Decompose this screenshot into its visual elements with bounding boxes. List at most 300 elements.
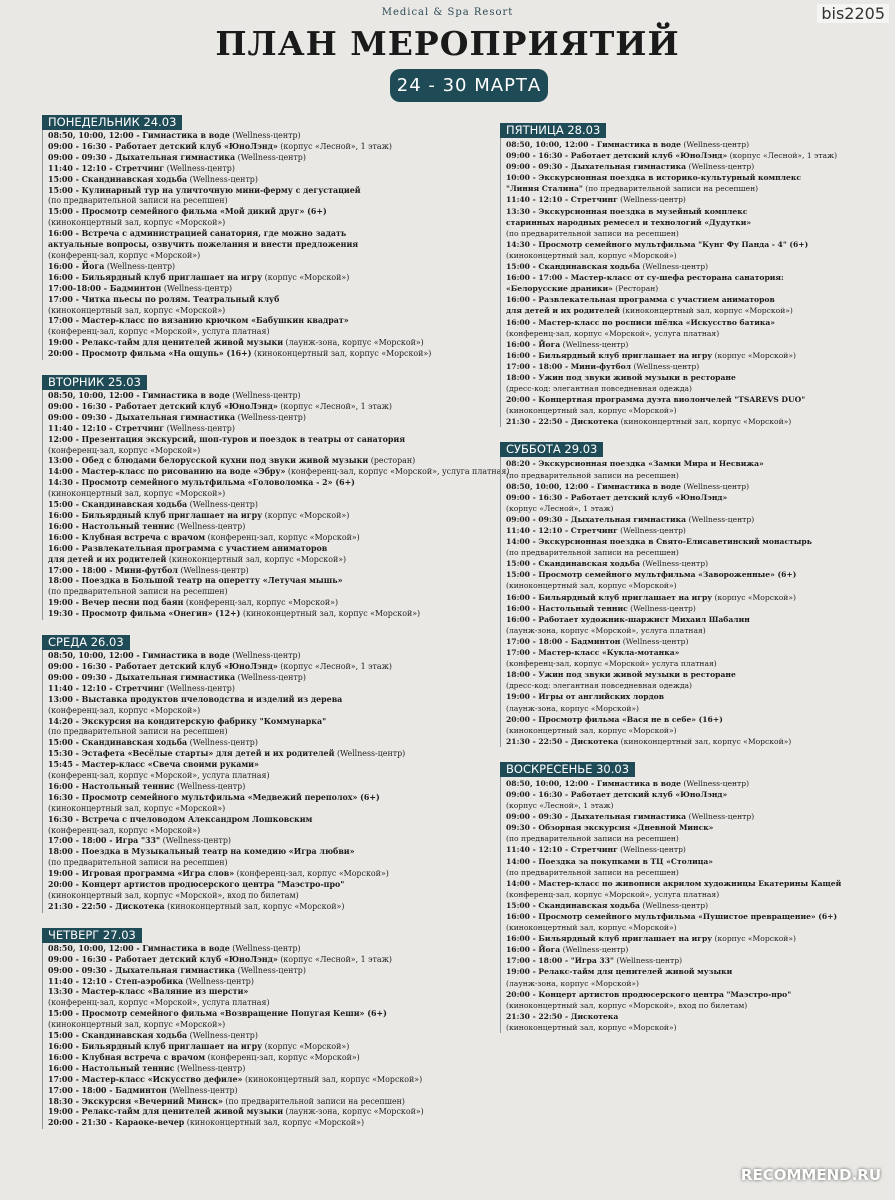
event-title: 16:00 - Развлекательная программа с участием аниматоров [48,543,328,553]
event-location: (ресторан) [368,456,416,466]
event-title: 09:00 - 16:30 - Работает детский клуб «ЮноЛэнд» [506,492,728,502]
event-location: (конференц-зал, корпус «Морской», услуга платная) [48,771,270,781]
event-line [48,1020,476,1031]
event-line [506,416,872,427]
event-line [48,738,476,749]
event-title: 10:00 - Экскурсионная поездка в историко-культурный комплекс [506,173,801,183]
event-location: (киноконцертный зал, корпус «Морской») [48,218,226,228]
event-line [48,467,510,478]
event-title: старинных народных ремесел и технологий «Дудутки» [506,217,752,227]
event-location: (Wellness-центр) [229,651,301,661]
event-title: 17:00-18:00 - Бадминтон [48,283,162,293]
event-line [506,603,872,614]
event-title: 17:00 - 18:00 - Бадминтон [48,1085,167,1095]
event-location: (Wellness-центр) [235,672,306,682]
resort-logo [0,0,895,22]
event-title: 21:30 - 22:50 - Дискотека [506,736,619,746]
event-line [506,470,872,481]
event-title: 13:30 - Мастер-класс «Валяние из шерсти» [48,987,249,997]
event-title: 14:30 - Просмотр семейного мультфильма "Кунг Фу Панда - 4" (6+) [506,239,809,249]
watermark-username: bis2205 [817,4,889,23]
event-title: 15:00 - Скандинавская ходьба [48,1031,188,1041]
event-location: (киноконцертный зал, корпус «Морской») [166,554,347,564]
event-title: "Линия Сталина" [506,184,583,194]
event-title: 16:00 - Развлекательная программа с участием аниматоров [506,295,775,305]
event-title: 15:00 - Скандинавская ходьба [48,738,188,748]
event-location: (корпус «Лесной», 1 этаж) [506,503,614,513]
event-title: 15:00 - Скандинавская ходьба [506,900,640,910]
event-line [48,760,476,771]
event-line [506,525,872,536]
event-line [506,503,872,514]
event-location: (конференц-зал, корпус «Морской», услуга платная) [48,998,270,1008]
event-location: (конференц-зал, корпус «Морской») [183,598,339,608]
right-column [500,119,872,1044]
event-location: (Wellness-центр) [235,152,306,162]
event-list [500,138,872,427]
event-location: (Wellness-центр) [174,781,246,791]
event-title: 19:00 - Игры от английских лордов [506,692,664,702]
event-location: (киноконцертный зал, корпус «Морской») [48,305,226,315]
event-location: (киноконцертный зал, корпус «Морской») [506,725,677,735]
event-title: 12:00 - Презентация экскурсий, шоп-туров и поездок в театры от санатория [48,434,406,444]
event-title: 11:40 - 12:10 - Стретчинг [48,683,165,693]
event-location: (Wellness-центр) [639,900,709,910]
event-line [48,424,476,435]
event-title: 19:00 - Релакс-тайм для ценителей живой музыки [48,1107,284,1117]
event-line [48,771,476,782]
event-location: (Wellness-центр) [164,423,235,433]
day-heading: ЧЕТВЕРГ 27.03 [42,928,142,943]
event-title: 09:00 - 09:30 - Дыхательная гимнастика [48,965,236,975]
event-title: 08:50, 10:00, 12:00 - Гимнастика в воде [506,140,681,149]
event-title: 16:00 - Бильярдный клуб приглашает на игру [48,272,263,282]
event-title: 15:00 - Скандинавская ходьба [48,500,188,510]
event-title: 17:00 - 18:00 - Игра "33" [48,836,161,846]
event-line [506,239,872,250]
event-title: 16:00 - Настольный теннис [48,781,175,791]
event-title: 08:50, 10:00, 12:00 - Гимнастика в воде [506,778,681,788]
event-line [506,811,872,822]
event-location: (конференц-зал, корпус «Морской») [205,1052,360,1062]
event-line [48,858,476,869]
event-location: (Wellness-центр) [229,943,301,953]
day-heading: ПЯТНИЦА 28.03 [500,123,606,138]
day-block [500,119,872,427]
event-line [48,815,476,826]
event-title: 15:00 - Просмотр семейного фильма «Мой дикий друг» (6+) [48,207,327,217]
event-line [506,317,872,328]
event-title: 11:40 - 12:10 - Стретчинг [48,163,165,173]
event-title: «Белорусские драники» [506,284,613,294]
event-line [506,691,872,702]
event-line [48,1075,476,1086]
event-location: (Wellness-центр) [620,636,689,646]
event-line [506,569,872,580]
event-location: (киноконцертный зал, корпус «Морской») [184,1118,365,1128]
event-line [506,669,872,680]
event-title: 16:00 - Бильярдный клуб приглашает на игру [506,934,713,944]
event-title: 18:00 - Поездка в Музыкальный театр на комедию «Игра любви» [48,847,355,857]
event-title: 21:30 - 22:50 - Дискотека [48,901,165,911]
event-line [48,284,476,295]
event-location: (Wellness-центр) [617,526,686,535]
event-title: 17:00 - 18:00 - Бадминтон [506,636,621,646]
event-title: 09:00 - 09:30 - Дыхательная гимнастика [48,412,236,422]
event-title: 17:00 - Читка пьесы по ролям. Театральный клуб [48,294,280,304]
event-line [506,536,872,547]
event-title: для детей и их родителей [48,554,167,564]
event-line [506,922,872,933]
event-title: 09:00 - 16:30 - Работает детский клуб «ЮноЛэнд» [506,151,728,161]
event-line [48,240,476,251]
event-title: 14:00 - Поездка за покупками в ТЦ «Столица» [506,856,713,866]
event-line [506,372,872,383]
event-line [48,196,476,207]
event-line [48,164,476,175]
event-title: 11:40 - 12:10 - Стретчинг [506,195,618,205]
event-title: 16:00 - Бильярдный клуб приглашает на игру [48,511,263,520]
day-block [36,371,510,620]
event-location: (киноконцертный зал, корпус «Морской») [506,406,677,416]
event-line [506,481,872,492]
event-location: (лаунж-зона, корпус «Морской») [283,338,424,348]
event-line [48,706,476,717]
day-heading: СРЕДА 26.03 [42,635,130,650]
event-line [506,800,872,811]
event-location: (дресс-код: элегантная повседневная одежда) [506,681,693,691]
event-title: 20:00 - Просмотр фильма «На ощупь» (16+) [48,349,252,359]
event-line [48,306,476,317]
event-line [506,955,872,966]
event-line [48,587,476,598]
event-list [42,390,510,620]
event-title: 18:00 - Поездка в Большой театр на оперетту «Летучая мышь» [48,576,343,586]
event-title: 17:00 - Мастер-класс по вязанию крючком «Бабушкин квадрат» [48,316,349,326]
event-title: 15:00 - Скандинавская ходьба [506,559,640,569]
event-title: 13:00 - Обед с блюдами белорусской кухни под звуки живой музыки [48,456,369,466]
event-title: 14:00 - Мастер-класс по живописи акрилом художницы Екатерины Кащей [506,878,842,888]
event-line [506,703,872,714]
event-list [42,943,476,1129]
event-location: (Wellness-центр) [627,603,696,613]
event-line [48,1031,476,1042]
event-title: 17:00 - 18:00 - Мини-футбол [48,565,178,575]
event-line [48,1009,476,1020]
event-title: 09:00 - 09:30 - Дыхательная гимнастика [506,514,687,524]
event-title: 16:00 - Клубная встреча с врачом [48,1052,206,1062]
event-title: 18:00 - Ужин под звуки живой музыки в ресторане [506,670,736,680]
event-line [506,283,872,294]
event-line [48,500,476,511]
event-title: 13:30 - Экскурсионная поездка в музейный комплекс [506,206,748,216]
event-title: 18:00 - Ужин под звуки живой музыки в ресторане [506,372,736,382]
event-title: 19:30 - Просмотр фильма «Онегин» (12+) [48,609,241,619]
day-heading: ВОСКРЕСЕНЬЕ 30.03 [500,762,635,777]
event-line [48,673,476,684]
logo-text: Medical & Spa Resort [381,7,514,18]
event-line [506,394,872,405]
event-line [506,1011,872,1022]
event-title: 19:00 - Релакс-тайм для ценителей живой музыки [48,338,284,348]
event-title: 11:40 - 12:10 - Степ-аэробика [48,976,184,986]
event-location: (Wellness-центр) [174,521,246,531]
event-line [506,989,872,1000]
event-location: (лаунж-зона, корпус «Морской», услуга платная) [506,625,706,635]
event-line [48,186,476,197]
event-list [42,650,476,913]
event-title: 19:00 - Игровая программа «Игра слов» [48,869,235,879]
event-location: (конференц-зал, корпус «Морской», услуга платная) [506,328,720,338]
event-location: (конференц-зал, корпус «Морской», услуга платная) [48,327,270,337]
event-title: 09:00 - 16:30 - Работает детский клуб «ЮноЛэнд» [48,661,278,671]
event-title: 19:00 - Вечер песни под баян [48,598,184,608]
event-line [506,217,872,228]
event-title: 17:00 - 18:00 - "Игра 33" [506,956,614,966]
event-location: (конференц-зал, корпус «Морской», услуга платная) [506,889,720,899]
event-location: (по предварительной записи на ресепшен) [48,858,228,868]
event-line [48,511,476,522]
event-location: (киноконцертный зал, корпус «Морской») [618,417,792,427]
event-line [506,383,872,394]
event-line [48,1097,476,1108]
page-title: ПЛАН МЕРОПРИЯТИЙ [215,24,680,63]
event-line [506,680,872,691]
event-location: (киноконцертный зал, корпус «Морской») [506,923,677,933]
day-heading: ПОНЕДЕЛЬНИК 24.03 [42,115,182,130]
event-line [48,522,476,533]
event-title: для детей и их родителей [506,306,620,316]
event-location: (киноконцертный зал, корпус «Морской») [48,803,226,813]
event-location: (киноконцертный зал, корпус «Морской») [242,1074,423,1084]
event-location: (корпус «Морской») [712,592,796,602]
event-line [506,614,872,625]
event-location: (корпус «Лесной», 1 этаж) [727,151,838,161]
event-line [48,684,476,695]
event-location: (Wellness-центр) [680,778,750,788]
event-location: (киноконцертный зал, корпус «Морской») [48,1020,226,1030]
event-line [48,207,476,218]
event-line [48,1042,476,1053]
event-title: 09:00 - 16:30 - Работает детский клуб «ЮноЛэнд» [48,954,278,964]
event-location: (лаунж-зона, корпус «Морской») [506,978,639,988]
event-title: 08:50, 10:00, 12:00 - Гимнастика в воде [48,131,230,140]
event-line [48,435,476,446]
event-title: 15:00 - Скандинавская ходьба [48,174,188,184]
event-title: 15:45 - Мастер-класс «Свеча своими руками» [48,760,259,770]
event-line [48,782,476,793]
event-line [48,826,476,837]
event-line [506,183,872,194]
event-line [506,514,872,525]
event-location: (Wellness-центр) [680,140,750,149]
event-title: 19:00 - Релакс-тайм для ценителей живой музыки [506,967,733,977]
event-location: (дресс-код: элегантная повседневная одежда) [506,384,693,394]
event-line [48,902,476,913]
event-location: (Wellness-центр) [613,956,683,966]
day-heading: ВТОРНИК 25.03 [42,375,147,390]
event-title: 08:50, 10:00, 12:00 - Гимнастика в воде [506,481,681,491]
event-location: (по предварительной записи на ресепшен) [582,184,759,194]
event-line [506,647,872,658]
event-line [48,727,476,738]
event-line [48,316,476,327]
event-line [506,339,872,350]
event-location: (Wellness-центр) [639,262,709,272]
event-line [48,1064,476,1075]
event-location: (корпус «Морской») [712,350,796,360]
event-location: (по предварительной записи на ресепшен) [48,727,228,737]
event-location: (Ресторан) [612,284,659,294]
event-line [506,878,872,889]
day-block [36,111,476,360]
event-line [48,1086,476,1097]
event-location: (Wellness-центр) [187,500,258,510]
event-line [48,662,476,673]
event-location: (корпус «Лесной», 1 этаж) [277,954,392,964]
event-line [48,533,476,544]
event-title: 17:00 - Мастер-класс «Кукла-мотанка» [506,648,680,658]
event-location: (Wellness-центр) [177,565,249,575]
event-location: (Wellness-центр) [183,976,254,986]
event-location: (киноконцертный зал, корпус «Морской») [618,736,792,746]
event-location: (корпус «Лесной», 1 этаж) [277,401,392,411]
event-line [48,749,476,760]
event-location: (Wellness-центр) [164,683,235,693]
event-location: (корпус «Морской») [262,1041,350,1051]
event-line [506,328,872,339]
event-title: 09:00 - 09:30 - Дыхательная гимнастика [506,812,687,822]
event-line [48,987,476,998]
event-location: (конференц-зал, корпус «Морской») [48,705,201,715]
event-title: 20:00 - Концерт артистов продюсерского центра "Маэстро-про" [506,989,792,999]
event-title: 09:00 - 16:30 - Работает детский клуб «ЮноЛэнд» [506,789,728,799]
event-title: 16:00 - Работает художник-шаржист Михаил Шабалин [506,614,750,624]
event-title: 14:00 - Экскурсионная поездка в Свято-Елисаветинский монастырь [506,537,812,547]
event-line [506,558,872,569]
event-line [506,822,872,833]
event-location: (по предварительной записи на ресепшен) [506,867,679,877]
event-title: 16:00 - Настольный теннис [48,1063,175,1073]
event-line [506,978,872,989]
event-list [500,457,872,746]
event-location: (лаунж-зона, корпус «Морской») [283,1107,424,1117]
event-location: (киноконцертный зал, корпус «Морской») [506,250,677,260]
event-location: (корпус «Морской») [262,272,350,282]
event-line [48,966,476,977]
event-line [48,576,476,587]
event-line [48,880,476,891]
day-block [36,924,476,1129]
event-line [48,544,476,555]
event-location: (Wellness-центр) [235,965,306,975]
event-title: актуальные вопросы, озвучить пожелания и внести предложения [48,240,359,250]
day-block [36,631,476,913]
event-location: (конференц-зал, корпус «Морской») [234,869,389,879]
event-line [506,272,872,283]
event-location: (киноконцертный зал, корпус «Морской») [506,581,677,591]
event-location: (корпус «Лесной», 1 этаж) [277,661,392,671]
event-title: 09:00 - 09:30 - Дыхательная гимнастика [506,162,687,172]
event-title: 15:00 - Скандинавская ходьба [506,262,640,272]
event-location: (корпус «Морской») [712,934,796,944]
event-title: 13:00 - Выставка продуктов пчеловодства и изделий из дерева [48,694,343,704]
event-title: 11:40 - 12:10 - Стретчинг [506,526,618,535]
event-title: 20:00 - Концертная программа дуэта виолончелей "TSAREVS DUO" [506,395,806,405]
event-line [506,294,872,305]
event-line [48,793,476,804]
event-location: (по предварительной записи на ресепшен) [506,548,679,558]
event-list [42,130,476,360]
event-location: (Wellness-центр) [617,195,686,205]
event-line [48,651,476,662]
event-line [48,1118,476,1129]
event-line [48,175,476,186]
event-location: (Wellness-центр) [631,361,700,371]
event-line [48,456,476,467]
event-title: 15:30 - Эстафета «Весёлые старты» для детей и их родителей [48,749,335,759]
event-line [506,625,872,636]
event-title: 08:20 - Экскурсионная поездка «Замки Мира и Несвижа» [506,459,764,469]
event-list [500,777,872,1033]
event-title: 15:00 - Просмотр семейного мультфильма «Завороженные» (6+) [506,570,797,580]
event-line [48,153,476,164]
event-line [506,1000,872,1011]
event-location: (киноконцертный зал, корпус «Морской») [251,349,432,359]
event-location: (киноконцертный зал, корпус «Морской») [48,489,226,499]
event-title: 11:40 - 12:10 - Стретчинг [506,845,618,855]
event-line [506,250,872,261]
event-line [506,228,872,239]
event-line [48,391,476,402]
event-line [48,327,476,338]
event-location: (Wellness-центр) [560,945,629,955]
event-line [48,804,476,815]
event-line [506,150,872,161]
event-title: 09:00 - 09:30 - Дыхательная гимнастика [48,152,236,162]
event-line [506,161,872,172]
event-line [48,977,476,988]
event-location: (Wellness-центр) [174,1063,246,1073]
event-location: (Wellness-центр) [187,1031,258,1041]
event-location: (Wellness-центр) [161,283,233,293]
event-location: (по предварительной записи на ресепшен) [506,834,679,844]
event-line [48,273,476,284]
event-title: 08:50, 10:00, 12:00 - Гимнастика в воде [48,651,230,661]
event-location: (Wellness-центр) [229,131,301,140]
event-line [48,251,476,262]
event-location: (Wellness-центр) [334,749,406,759]
event-location: (киноконцертный зал, корпус «Морской») [506,1022,677,1032]
event-line [48,555,476,566]
event-line [48,402,476,413]
event-line [48,478,476,489]
event-title: 14:30 - Просмотр семейного мультфильма «Головоломка - 2» (6+) [48,478,355,488]
event-line [48,998,476,1009]
event-title: 16:30 - Встреча с пчеловодом Александром Лошковским [48,814,313,824]
event-title: 20:00 - Просмотр фильма «Вася не в себе» (16+) [506,714,723,724]
event-line [506,844,872,855]
event-title: 16:00 - Бильярдный клуб приглашает на игру [506,350,713,360]
event-title: 14:00 - Мастер-класс по рисованию на воде «Эбру» [48,467,286,477]
event-line [506,194,872,205]
event-location: (по предварительной записи на ресепшен) [506,470,679,480]
event-line [506,911,872,922]
event-location: (Wellness-центр) [229,391,301,401]
event-line [48,229,476,240]
event-location: (корпус «Морской») [262,511,350,520]
event-line [48,446,476,457]
